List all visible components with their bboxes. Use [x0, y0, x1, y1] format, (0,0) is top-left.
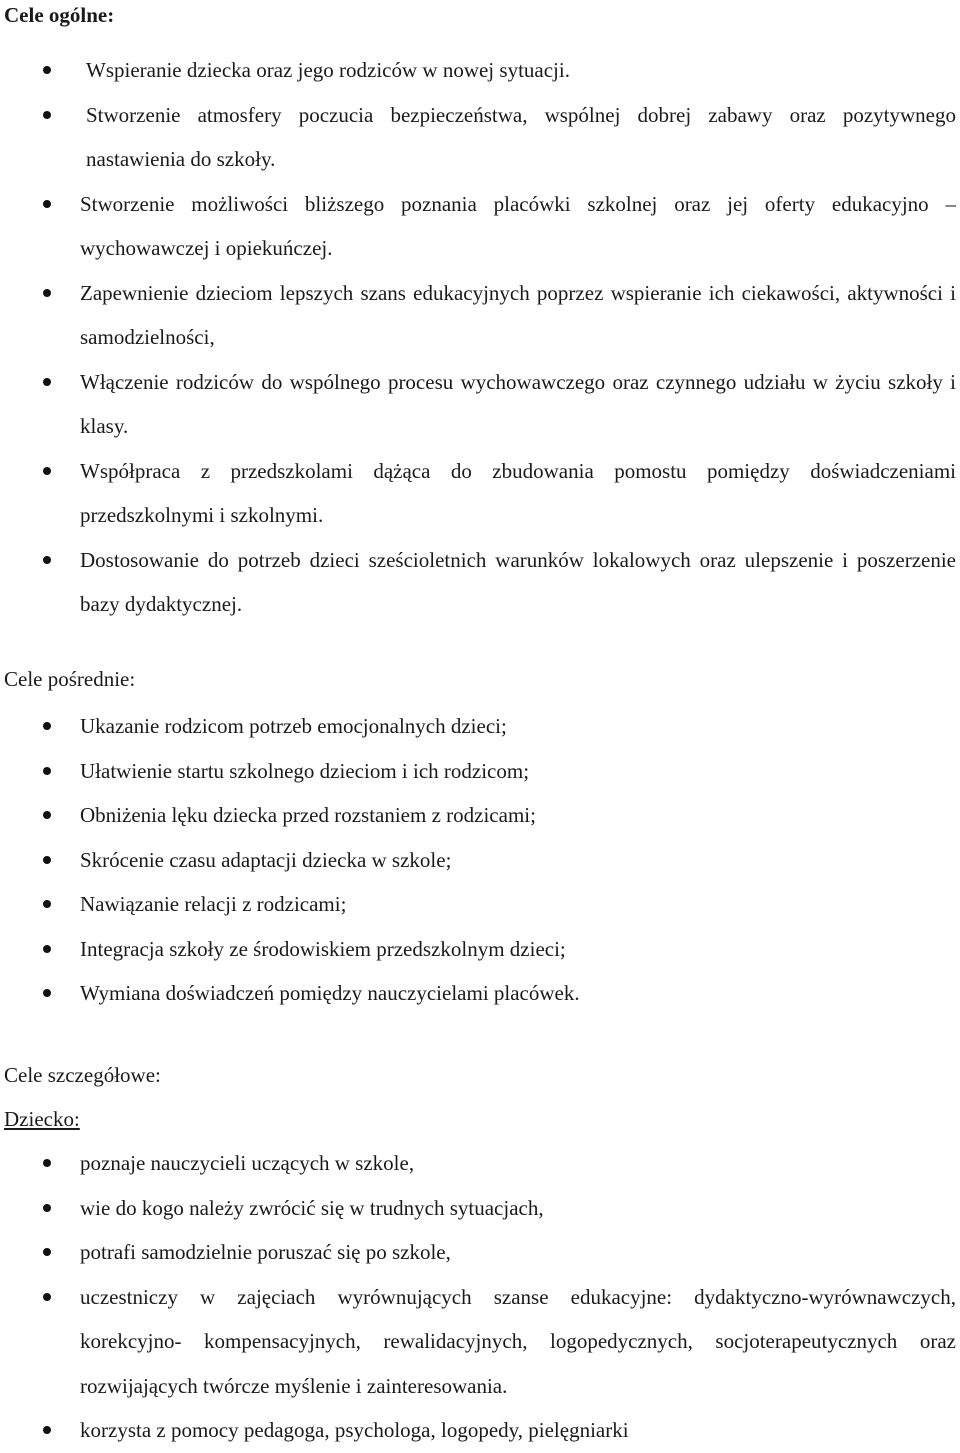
list-item: uczestniczy w zajęciach wyrównujących szanse edukacyjne: dydaktyczno-wyrównawczych, korekcyjno- kompensacyjnych, rewalidacyjnych, logopedycznych, socjoterapeutycznych oraz rozwijających twórcze myślenie i zainteresowania. [0, 1275, 960, 1409]
list-item: Współpraca z przedszkolami dążąca do zbudowania pomostu pomiędzy doświadczeniami przedszkolnymi i szkolnymi. [0, 449, 960, 538]
list-item: Obniżenia lęku dziecka przed rozstaniem z rodzicami; [0, 793, 960, 838]
bullet-icon [43, 289, 51, 297]
bullet-icon [43, 1293, 51, 1301]
general-goals-list [0, 48, 960, 627]
bullet-icon [43, 722, 51, 730]
bullet-icon [43, 467, 51, 475]
list-item: Skrócenie czasu adaptacji dziecka w szkole; [0, 838, 960, 883]
intermediate-goals-list [0, 704, 960, 1016]
bullet-icon [43, 945, 51, 953]
list-item: potrafi samodzielnie poruszać się po szkole, [0, 1230, 960, 1275]
bullet-icon [43, 856, 51, 864]
list-item: Integracja szkoły ze środowiskiem przedszkolnym dzieci; [0, 927, 960, 972]
list-item: Stworzenie możliwości bliższego poznania placówki szkolnej oraz jej oferty edukacyjno – wychowawczej i opiekuńczej. [0, 182, 960, 271]
intermediate-goals-heading: Cele pośrednie: [4, 667, 136, 691]
list-item: Wymiana doświadczeń pomiędzy nauczycielami placówek. [0, 971, 960, 1016]
list-item: Nawiązanie relacji z rodzicami; [0, 882, 960, 927]
child-subheading: Dziecko: [4, 1107, 80, 1131]
list-item: korzysta z pomocy pedagoga, psychologa, logopedy, pielęgniarki [0, 1408, 960, 1453]
list-item: Ukazanie rodzicom potrzeb emocjonalnych dzieci; [0, 704, 960, 749]
list-item: Dostosowanie do potrzeb dzieci sześcioletnich warunków lokalowych oraz ulepszenie i poszerzenie bazy dydaktycznej. [0, 538, 960, 627]
bullet-icon [43, 1159, 51, 1167]
bullet-icon [43, 200, 51, 208]
list-item: Ułatwienie startu szkolnego dzieciom i ich rodzicom; [0, 749, 960, 794]
bullet-icon [43, 1248, 51, 1256]
list-item: Wspieranie dziecka oraz jego rodziców w nowej sytuacji. [0, 48, 960, 93]
child-goals-list [0, 1141, 960, 1453]
list-item: wie do kogo należy zwrócić się w trudnych sytuacjach, [0, 1186, 960, 1231]
bullet-icon [43, 1426, 51, 1434]
list-item: Zapewnienie dzieciom lepszych szans edukacyjnych poprzez wspieranie ich ciekawości, aktywności i samodzielności, [0, 271, 960, 360]
general-goals-heading: Cele ogólne: [4, 3, 115, 27]
bullet-icon [43, 989, 51, 997]
list-item: Włączenie rodziców do wspólnego procesu wychowawczego oraz czynnego udziału w życiu szkoły i klasy. [0, 360, 960, 449]
bullet-icon [43, 767, 51, 775]
bullet-icon [43, 556, 51, 564]
list-item: Stworzenie atmosfery poczucia bezpieczeństwa, wspólnej dobrej zabawy oraz pozytywnego nastawienia do szkoły. [0, 93, 960, 182]
bullet-icon [43, 1204, 51, 1212]
specific-goals-heading: Cele szczegółowe: [4, 1063, 161, 1087]
bullet-icon [43, 900, 51, 908]
list-item: poznaje nauczycieli uczących w szkole, [0, 1141, 960, 1186]
bullet-icon [43, 811, 51, 819]
bullet-icon [43, 378, 51, 386]
bullet-icon [43, 66, 51, 74]
bullet-icon [43, 111, 51, 119]
